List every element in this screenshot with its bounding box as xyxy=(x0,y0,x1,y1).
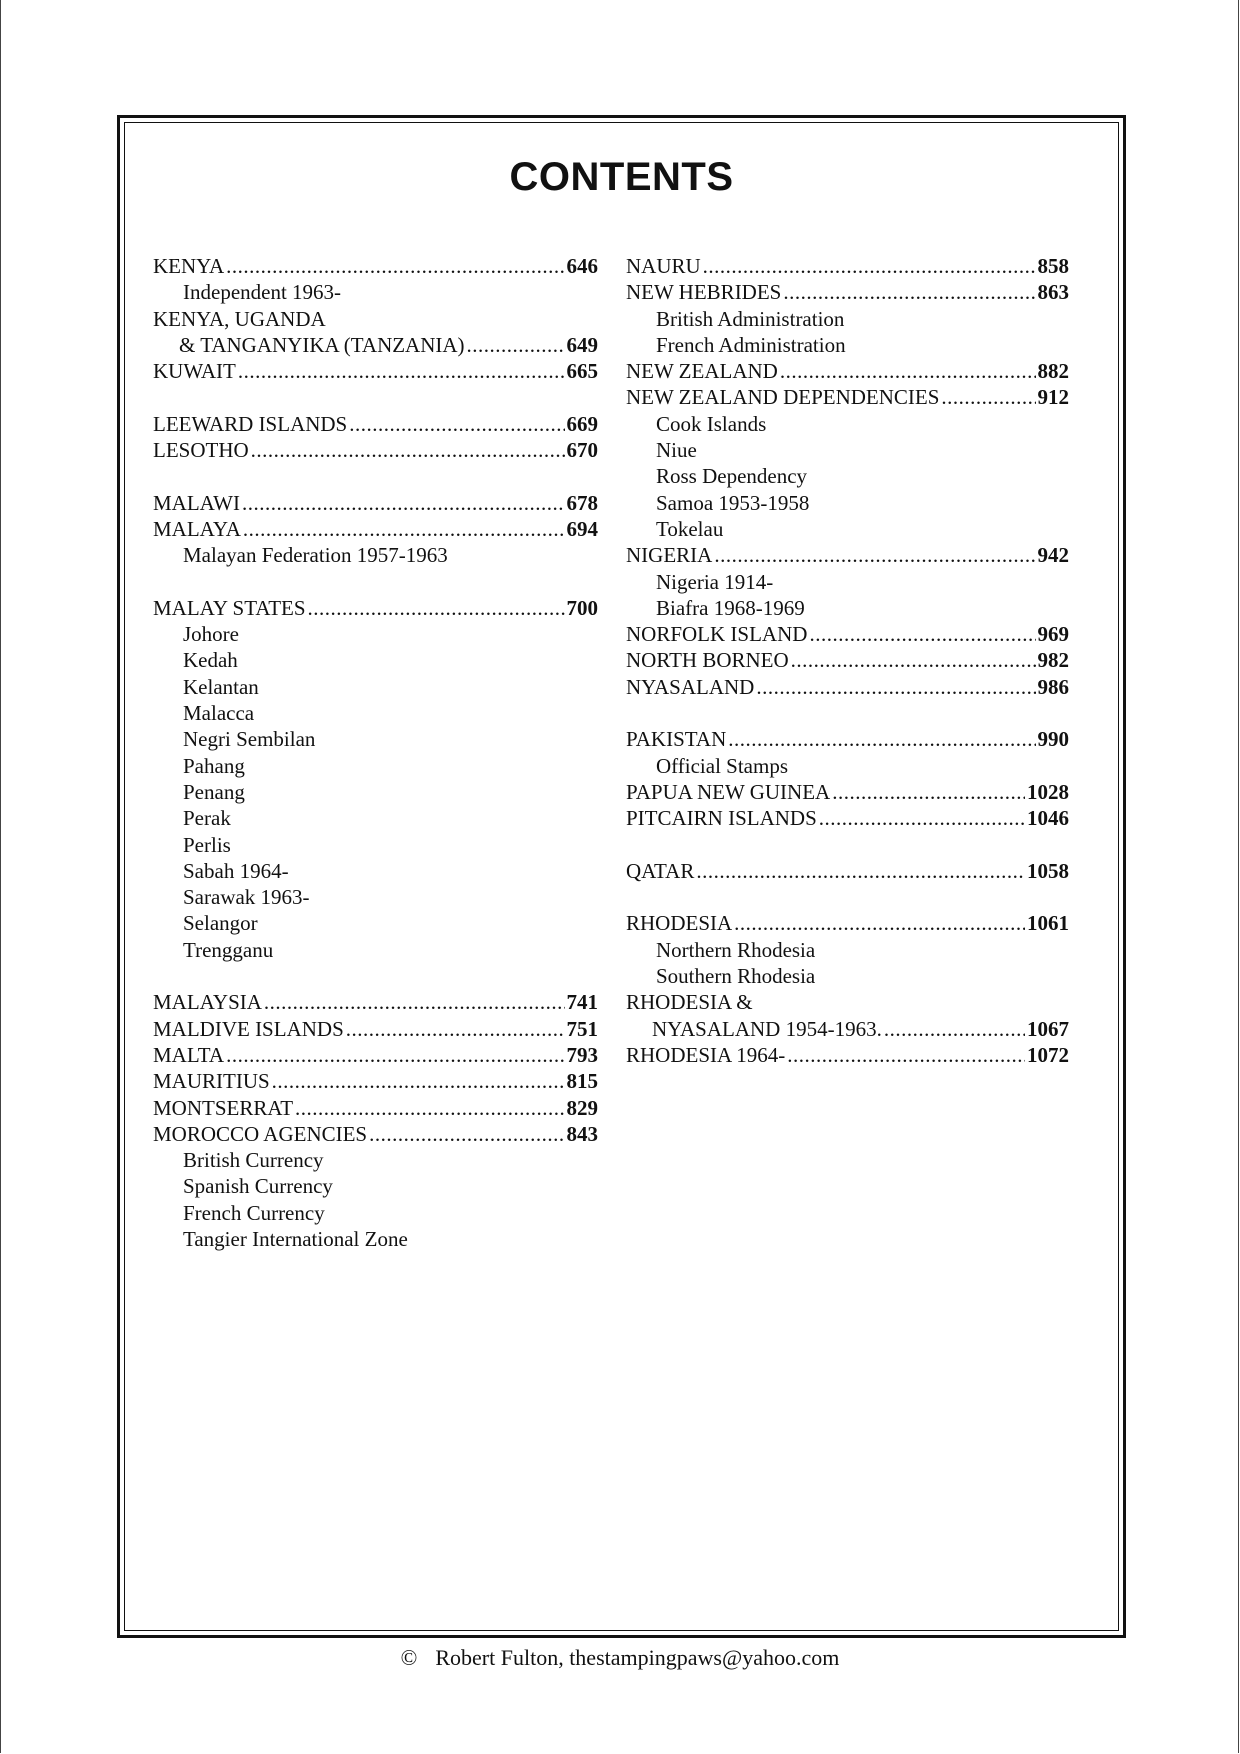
dot-leader xyxy=(251,437,565,463)
dot-leader xyxy=(791,647,1036,673)
dot-leader xyxy=(819,805,1025,831)
dot-leader xyxy=(809,621,1035,647)
dot-leader xyxy=(714,542,1035,568)
entry-name: Pahang xyxy=(183,753,245,778)
toc-heading xyxy=(626,989,1069,1015)
page-number: 669 xyxy=(566,411,598,436)
toc-entry xyxy=(626,1042,1069,1068)
contents-left-column xyxy=(153,253,598,1252)
dot-leader xyxy=(734,910,1025,936)
dot-leader xyxy=(787,1042,1025,1068)
dot-leader xyxy=(295,1095,564,1121)
entry-name: Independent 1963- xyxy=(183,280,342,305)
toc-entry xyxy=(153,989,598,1015)
entry-name: Northern Rhodesia xyxy=(656,937,816,962)
spacer xyxy=(153,384,598,410)
page-number: 815 xyxy=(566,1069,598,1094)
toc-entry xyxy=(153,1068,598,1094)
page-number: 912 xyxy=(1037,385,1069,410)
sub-entry xyxy=(153,1147,598,1173)
entry-name: MALTA xyxy=(153,1042,225,1067)
spacer xyxy=(153,569,598,595)
entry-name: NIGERIA xyxy=(626,543,713,568)
toc-entry xyxy=(626,858,1069,884)
entry-name: Malacca xyxy=(183,701,255,726)
toc-entry xyxy=(153,490,598,516)
entry-name: Kelantan xyxy=(183,674,259,699)
page-number: 1072 xyxy=(1027,1042,1069,1067)
entry-name: Sarawak 1963- xyxy=(183,885,310,910)
toc-entry xyxy=(626,910,1069,936)
dot-leader xyxy=(884,1016,1025,1042)
page-number: 741 xyxy=(566,990,598,1015)
page-number: 751 xyxy=(566,1016,598,1041)
entry-name: Official Stamps xyxy=(656,753,789,778)
entry-name: Tokelau xyxy=(656,516,724,541)
entry-name: RHODESIA 1964- xyxy=(626,1042,786,1067)
spacer xyxy=(153,463,598,489)
spacer xyxy=(626,700,1069,726)
footer xyxy=(0,1645,1240,1671)
entry-name: MOROCCO AGENCIES xyxy=(153,1121,368,1146)
toc-entry xyxy=(153,437,598,463)
entry-name: Selangor xyxy=(183,911,258,936)
sub-entry xyxy=(153,726,598,752)
page-number: 969 xyxy=(1037,622,1069,647)
entry-name: LEEWARD ISLANDS xyxy=(153,411,348,436)
toc-entry xyxy=(626,384,1069,410)
entry-name: British Currency xyxy=(183,1148,324,1173)
toc-entry xyxy=(626,542,1069,568)
entry-name: Southern Rhodesia xyxy=(656,964,816,989)
entry-name: Negri Sembilan xyxy=(183,727,316,752)
entry-name: MALAYSIA xyxy=(153,990,262,1015)
sub-entry xyxy=(153,805,598,831)
page-number: 843 xyxy=(566,1121,598,1146)
footer-text: Robert Fulton, thestampingpaws@yahoo.com xyxy=(435,1645,840,1670)
copyright-symbol: © xyxy=(400,1645,418,1670)
entry-name: Trengganu xyxy=(183,937,274,962)
entry-name: French Currency xyxy=(183,1200,325,1225)
page-number: 1058 xyxy=(1027,858,1069,883)
toc-entry xyxy=(626,674,1069,700)
entry-name: British Administration xyxy=(656,306,845,331)
page-number: 829 xyxy=(566,1095,598,1120)
page-number: 1067 xyxy=(1027,1016,1069,1041)
page-number: 700 xyxy=(566,595,598,620)
dot-leader xyxy=(941,384,1035,410)
entry-name: MONTSERRAT xyxy=(153,1095,294,1120)
dot-leader xyxy=(703,253,1036,279)
entry-name: & TANGANYIKA (TANZANIA) xyxy=(179,332,465,357)
sub-entry xyxy=(153,279,598,305)
entry-name: NAURU xyxy=(626,254,701,278)
page-number: 1061 xyxy=(1027,911,1069,936)
page-number: 863 xyxy=(1037,280,1069,305)
page-number: 858 xyxy=(1037,254,1069,278)
spacer xyxy=(626,832,1069,858)
entry-name: NYASALAND 1954-1963. xyxy=(652,1016,882,1041)
entry-name: LESOTHO xyxy=(153,438,249,463)
entry-name: Nigeria 1914- xyxy=(656,569,774,594)
sub-entry xyxy=(153,884,598,910)
sub-entry xyxy=(153,700,598,726)
dot-leader xyxy=(242,490,565,516)
sub-entry xyxy=(626,463,1069,489)
entry-name: Malayan Federation 1957-1963 xyxy=(183,543,448,568)
entry-name: MALAWI xyxy=(153,490,240,515)
dot-leader xyxy=(226,1042,564,1068)
entry-name: Niue xyxy=(656,438,697,463)
sub-entry xyxy=(153,832,598,858)
dot-leader xyxy=(346,1016,565,1042)
entry-name: QATAR xyxy=(626,858,695,883)
entry-name: Sabah 1964- xyxy=(183,858,289,883)
dot-leader xyxy=(308,595,565,621)
entry-name: Ross Dependency xyxy=(656,464,808,489)
sub-entry xyxy=(626,332,1069,358)
toc-entry xyxy=(626,358,1069,384)
dot-leader xyxy=(272,1068,565,1094)
dot-leader xyxy=(832,779,1025,805)
dot-leader xyxy=(226,253,564,279)
entry-name: NYASALAND xyxy=(626,674,755,699)
dot-leader xyxy=(728,726,1035,752)
spacer xyxy=(153,963,598,989)
page-number: 942 xyxy=(1037,543,1069,568)
sub-entry xyxy=(626,595,1069,621)
page-number: 646 xyxy=(566,254,598,278)
page-number: 1028 xyxy=(1027,779,1069,804)
sub-entry xyxy=(626,569,1069,595)
toc-entry xyxy=(153,1095,598,1121)
toc-entry xyxy=(626,279,1069,305)
toc-entry xyxy=(153,516,598,542)
entry-name: KENYA xyxy=(153,254,225,278)
toc-entry xyxy=(153,411,598,437)
sub-entry xyxy=(153,647,598,673)
sub-entry xyxy=(153,1226,598,1252)
dot-leader xyxy=(467,332,565,358)
page-number: 694 xyxy=(566,516,598,541)
entry-name: RHODESIA & xyxy=(626,990,753,1015)
toc-entry xyxy=(626,1016,1069,1042)
page-number: 670 xyxy=(566,438,598,463)
entry-name: KENYA, UGANDA xyxy=(153,306,326,331)
entry-name: Spanish Currency xyxy=(183,1174,333,1199)
entry-name: Kedah xyxy=(183,648,238,673)
entry-name: NEW ZEALAND DEPENDENCIES xyxy=(626,385,940,410)
sub-entry xyxy=(626,411,1069,437)
entry-name: KUWAIT xyxy=(153,359,236,384)
entry-name: Biafra 1968-1969 xyxy=(656,595,805,620)
entry-name: Tangier International Zone xyxy=(183,1226,408,1251)
entry-name: MALAY STATES xyxy=(153,595,306,620)
spacer xyxy=(626,884,1069,910)
sub-entry xyxy=(626,516,1069,542)
page-number: 649 xyxy=(566,332,598,357)
dot-leader xyxy=(369,1121,564,1147)
entry-name: Cook Islands xyxy=(656,411,767,436)
entry-name: NEW HEBRIDES xyxy=(626,280,782,305)
page-number: 990 xyxy=(1037,727,1069,752)
toc-entry xyxy=(626,805,1069,831)
sub-entry xyxy=(153,674,598,700)
dot-leader xyxy=(264,989,565,1015)
sub-entry xyxy=(626,753,1069,779)
page-number: 982 xyxy=(1037,648,1069,673)
sub-entry xyxy=(153,937,598,963)
page-number: 678 xyxy=(566,490,598,515)
entry-name: Penang xyxy=(183,779,245,804)
sub-entry xyxy=(626,937,1069,963)
entry-name: PITCAIRN ISLANDS xyxy=(626,806,817,831)
entry-name: French Administration xyxy=(656,332,846,357)
entry-name: MALDIVE ISLANDS xyxy=(153,1016,344,1041)
toc-entry xyxy=(153,1042,598,1068)
dot-leader xyxy=(696,858,1025,884)
sub-entry xyxy=(153,858,598,884)
sub-entry xyxy=(626,490,1069,516)
sub-entry xyxy=(153,1200,598,1226)
sub-entry xyxy=(153,910,598,936)
toc-heading xyxy=(153,306,598,332)
page-number: 986 xyxy=(1037,674,1069,699)
dot-leader xyxy=(238,358,565,384)
toc-entry xyxy=(153,1121,598,1147)
toc-entry xyxy=(626,621,1069,647)
toc-entry xyxy=(626,779,1069,805)
dot-leader xyxy=(243,516,565,542)
dot-leader xyxy=(349,411,564,437)
entry-name: NORFOLK ISLAND xyxy=(626,622,808,647)
sub-entry xyxy=(626,306,1069,332)
entry-name: Johore xyxy=(183,622,239,647)
page-number: 1046 xyxy=(1027,806,1069,831)
toc-entry xyxy=(626,253,1069,279)
sub-entry xyxy=(153,1173,598,1199)
entry-name: RHODESIA xyxy=(626,911,733,936)
entry-name: Perlis xyxy=(183,832,231,857)
toc-entry xyxy=(626,726,1069,752)
entry-name: PAPUA NEW GUINEA xyxy=(626,779,831,804)
toc-entry xyxy=(153,1016,598,1042)
dot-leader xyxy=(756,674,1035,700)
toc-entry xyxy=(153,332,598,358)
sub-entry xyxy=(153,621,598,647)
page-number: 882 xyxy=(1037,359,1069,384)
entry-name: Samoa 1953-1958 xyxy=(656,490,810,515)
toc-entry xyxy=(626,647,1069,673)
dot-leader xyxy=(780,358,1036,384)
entry-name: MALAYA xyxy=(153,516,241,541)
sub-entry xyxy=(153,542,598,568)
entry-name: Perak xyxy=(183,806,231,831)
sub-entry xyxy=(626,437,1069,463)
entry-name: NORTH BORNEO xyxy=(626,648,789,673)
toc-entry xyxy=(153,358,598,384)
sub-entry xyxy=(153,779,598,805)
toc-entry xyxy=(153,253,598,279)
entry-name: MAURITIUS xyxy=(153,1069,270,1094)
sub-entry xyxy=(153,753,598,779)
toc-entry xyxy=(153,595,598,621)
page-number: 665 xyxy=(566,359,598,384)
contents-right-column xyxy=(626,253,1069,1068)
dot-leader xyxy=(783,279,1035,305)
page-title: CONTENTS xyxy=(509,155,734,199)
entry-name: NEW ZEALAND xyxy=(626,359,778,384)
page-number: 793 xyxy=(566,1042,598,1067)
entry-name: PAKISTAN xyxy=(626,727,727,752)
sub-entry xyxy=(626,963,1069,989)
